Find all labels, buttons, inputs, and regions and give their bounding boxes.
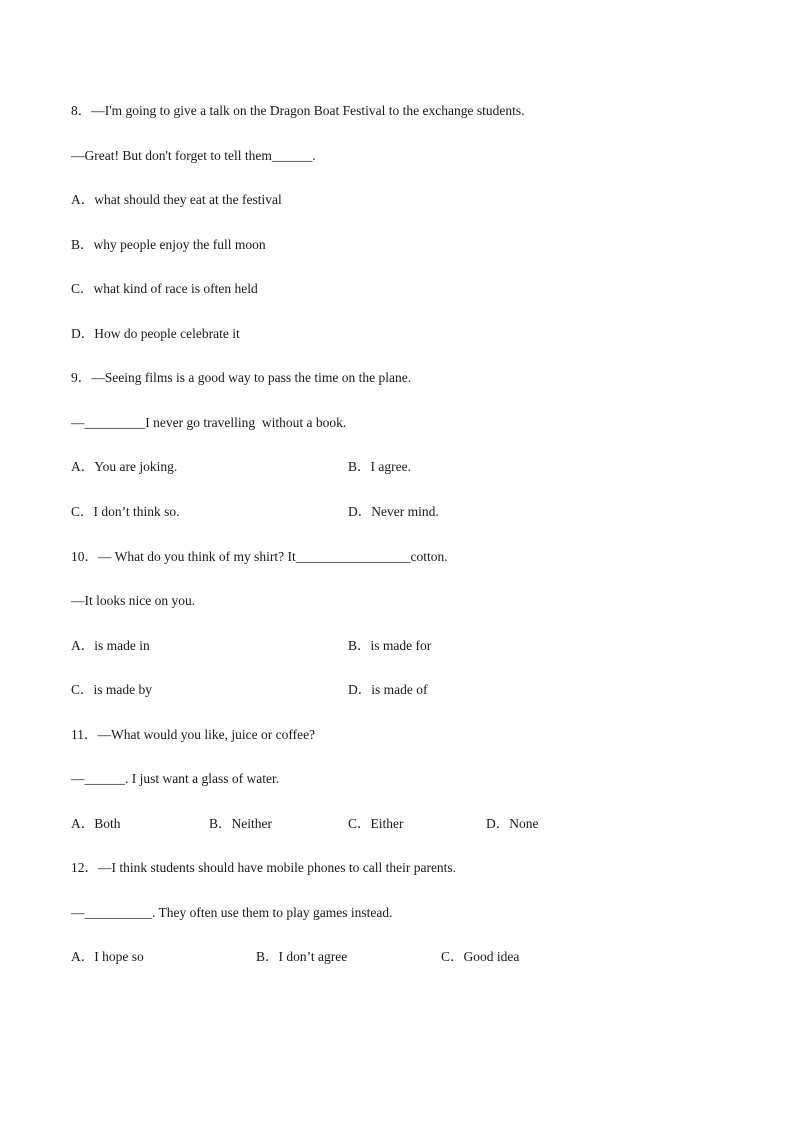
question-9-stem [71, 370, 411, 386]
question-stem-text: —What would you like, juice or coffee? [97, 727, 316, 742]
question-stem-text: —I'm going to give a talk on the Dragon Boat Festival to the exchange students. [91, 103, 525, 118]
question-11-option-a: A．Both [71, 816, 121, 831]
question-12-option-b: B．I don’t agree [256, 949, 348, 964]
question-11-stem [71, 727, 315, 743]
question-10-option-c: C．is made by [71, 682, 152, 697]
question-11-option-c: C．Either [348, 816, 404, 831]
question-number: 11． [71, 727, 98, 742]
question-11-reply: —______. I just want a glass of water. [71, 771, 280, 786]
question-8-option-a: A．what should they eat at the festival [71, 192, 282, 207]
question-12-option-a: A．I hope so [71, 949, 144, 964]
question-number: 8． [71, 103, 92, 118]
question-number: 12． [71, 860, 98, 875]
question-11-option-b: B．Neither [209, 816, 272, 831]
question-10-option-a: A．is made in [71, 638, 150, 653]
question-8-option-d: D．How do people celebrate it [71, 326, 240, 341]
question-10-reply: —It looks nice on you. [71, 593, 196, 608]
question-10-option-b: B．is made for [348, 638, 432, 653]
question-9-option-c: C．I don’t think so. [71, 504, 180, 519]
question-number: 9． [71, 370, 92, 385]
question-stem-text: —I think students should have mobile phones to call their parents. [98, 860, 457, 875]
question-10-stem [71, 549, 448, 565]
question-stem-text: — What do you think of my shirt? It_________________cotton. [98, 549, 448, 564]
question-9-option-d: D．Never mind. [348, 504, 439, 519]
question-9-reply: —_________I never go travelling without a book. [71, 415, 347, 430]
question-8-stem [71, 103, 524, 119]
question-10-option-d: D．is made of [348, 682, 428, 697]
question-12-stem [71, 860, 456, 876]
question-9-option-b: B．I agree. [348, 459, 411, 474]
question-12-reply: —__________. They often use them to play games instead. [71, 905, 393, 920]
question-11-option-d: D．None [486, 816, 539, 831]
question-number: 10． [71, 549, 98, 564]
question-8-reply: —Great! But don't forget to tell them______. [71, 148, 316, 163]
question-9-option-a: A．You are joking. [71, 459, 178, 474]
question-8-option-b: B．why people enjoy the full moon [71, 237, 266, 252]
question-stem-text: —Seeing films is a good way to pass the time on the plane. [91, 370, 412, 385]
question-8-option-c: C．what kind of race is often held [71, 281, 258, 296]
question-12-option-c: C．Good idea [441, 949, 520, 964]
